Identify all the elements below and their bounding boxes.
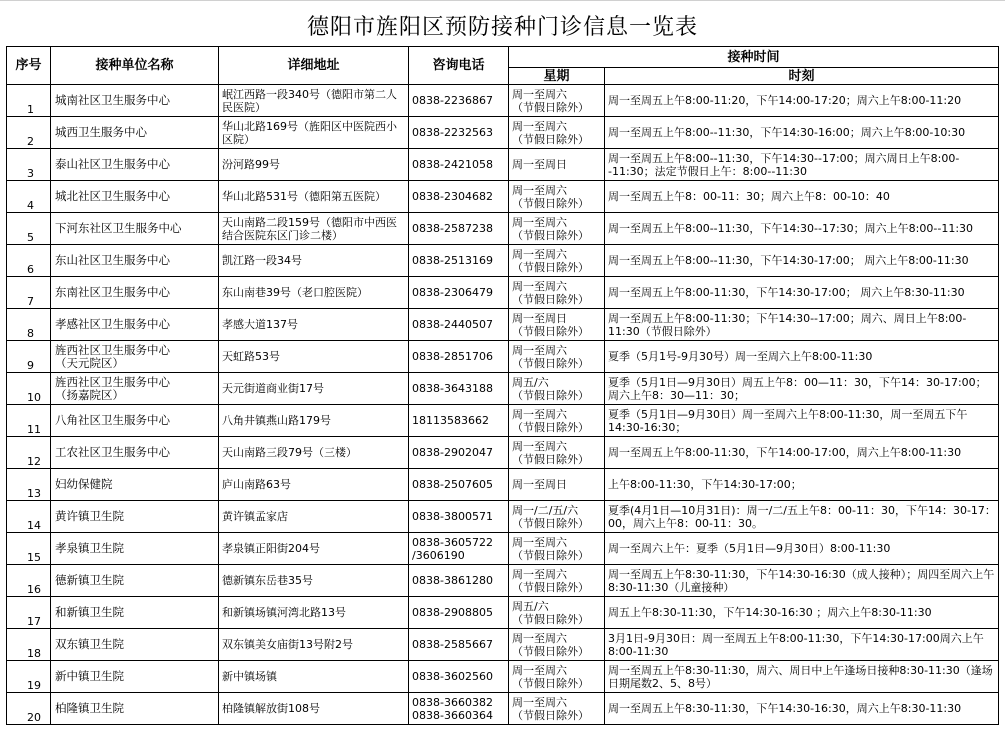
row-address-cell: 天山南路三段79号（三楼） xyxy=(219,437,409,469)
row-unit-cell: 柏隆镇卫生院 xyxy=(51,693,219,725)
row-phone-cell: 0838-2585667 xyxy=(409,629,509,661)
header-address: 详细地址 xyxy=(219,47,409,85)
row-time-cell: 周一至周五上午8:00-11:20，下午14:00-17:20；周六上午8:00-11:20 xyxy=(605,85,999,117)
row-seq-cell: 9 xyxy=(7,341,51,373)
row-seq-cell: 4 xyxy=(7,181,51,213)
row-address-cell: 华山北路531号（德阳第五医院） xyxy=(219,181,409,213)
header-unit: 接种单位名称 xyxy=(51,47,219,85)
table-row xyxy=(7,309,999,341)
row-week-cell: 周一至周日 xyxy=(509,469,605,501)
row-time-cell: 周一至周五上午8:00--11:30，下午14:30--17:30；周六上午8:00--11:30 xyxy=(605,213,999,245)
row-phone-cell: 0838-2908805 xyxy=(409,597,509,629)
table-row xyxy=(7,565,999,597)
row-phone-cell: 0838-3643188 xyxy=(409,373,509,405)
row-phone-cell: 0838-2421058 xyxy=(409,149,509,181)
header-seq: 序号 xyxy=(7,47,51,85)
row-address-cell: 庐山南路63号 xyxy=(219,469,409,501)
table-row xyxy=(7,661,999,693)
row-week-cell: 周一/二/五/六 （节假日除外） xyxy=(509,501,605,533)
row-seq-cell: 16 xyxy=(7,565,51,597)
table-row xyxy=(7,437,999,469)
row-unit-cell: 孝泉镇卫生院 xyxy=(51,533,219,565)
table-row xyxy=(7,85,999,117)
row-unit-cell: 东山社区卫生服务中心 xyxy=(51,245,219,277)
row-seq-cell: 1 xyxy=(7,85,51,117)
row-time-cell: 夏季（5月1日—9月30日）周一至周六上午8:00-11:30，周一至周五下午14:30-16:30； xyxy=(605,405,999,437)
table-row xyxy=(7,629,999,661)
header-row-1 xyxy=(7,47,999,68)
row-seq-cell: 13 xyxy=(7,469,51,501)
row-phone-cell: 0838-2236867 xyxy=(409,85,509,117)
row-seq-cell: 12 xyxy=(7,437,51,469)
row-seq-cell: 6 xyxy=(7,245,51,277)
row-phone-cell: 0838-2440507 xyxy=(409,309,509,341)
row-week-cell: 周一至周六 （节假日除外） xyxy=(509,213,605,245)
row-unit-cell: 双东镇卫生院 xyxy=(51,629,219,661)
row-seq-cell: 18 xyxy=(7,629,51,661)
row-seq-cell: 20 xyxy=(7,693,51,725)
row-address-cell: 双东镇美女庙街13号附2号 xyxy=(219,629,409,661)
row-address-cell: 凯江路一段34号 xyxy=(219,245,409,277)
row-week-cell: 周一至周六 （节假日除外） xyxy=(509,437,605,469)
row-unit-cell: 八角社区卫生服务中心 xyxy=(51,405,219,437)
row-unit-cell: 孝感社区卫生服务中心 xyxy=(51,309,219,341)
table-row xyxy=(7,341,999,373)
row-address-cell: 岷江西路一段340号（德阳市第二人民医院） xyxy=(219,85,409,117)
row-seq-cell: 7 xyxy=(7,277,51,309)
top-gridline xyxy=(0,0,1005,1)
row-week-cell: 周一至周六 （节假日除外） xyxy=(509,341,605,373)
row-time-cell: 周一至周五上午8:00--11:30，下午14:30--17:00；周六周日上午8:00--11:30；法定节假日上午：8:00--11:30 xyxy=(605,149,999,181)
row-seq-cell: 15 xyxy=(7,533,51,565)
row-address-cell: 孝感大道137号 xyxy=(219,309,409,341)
row-seq-cell: 17 xyxy=(7,597,51,629)
row-unit-cell: 工农社区卫生服务中心 xyxy=(51,437,219,469)
row-unit-cell: 新中镇卫生院 xyxy=(51,661,219,693)
row-phone-cell: 18113583662 xyxy=(409,405,509,437)
table-row xyxy=(7,501,999,533)
row-unit-cell: 德新镇卫生院 xyxy=(51,565,219,597)
row-phone-cell: 0838-3660382 0838-3660364 xyxy=(409,693,509,725)
table-row xyxy=(7,373,999,405)
row-unit-cell: 旌西社区卫生服务中心 （扬嘉院区） xyxy=(51,373,219,405)
row-phone-cell: 0838-2902047 xyxy=(409,437,509,469)
row-phone-cell: 0838-2232563 xyxy=(409,117,509,149)
header-phone: 咨询电话 xyxy=(409,47,509,85)
table-body xyxy=(7,85,999,725)
header-week: 星期 xyxy=(509,68,605,85)
row-phone-cell: 0838-3602560 xyxy=(409,661,509,693)
row-phone-cell: 0838-2306479 xyxy=(409,277,509,309)
row-time-cell: 周一至周五上午8:30-11:30，周六、周日中上午逢场日接种8:30-11:30（逢场日期尾数2、5、8号） xyxy=(605,661,999,693)
row-phone-cell: 0838-2513169 xyxy=(409,245,509,277)
row-seq-cell: 8 xyxy=(7,309,51,341)
row-time-cell: 周一至周五上午8：00-11：30；周六上午8：00-10：40 xyxy=(605,181,999,213)
row-week-cell: 周一至周六 （节假日除外） xyxy=(509,629,605,661)
row-address-cell: 和新镇场镇河湾北路13号 xyxy=(219,597,409,629)
row-phone-cell: 0838-2587238 xyxy=(409,213,509,245)
table-row xyxy=(7,117,999,149)
row-unit-cell: 妇幼保健院 xyxy=(51,469,219,501)
row-week-cell: 周一至周六 （节假日除外） xyxy=(509,277,605,309)
row-time-cell: 3月1日-9月30日：周一至周五上午8:00-11:30，下午14:30-17:00周六上午8:00-11:30 xyxy=(605,629,999,661)
row-time-cell: 周五上午8:30-11:30，下午14:30-16:30 ；周六上午8:30-11:30 xyxy=(605,597,999,629)
table-row xyxy=(7,245,999,277)
row-week-cell: 周一至周六 （节假日除外） xyxy=(509,181,605,213)
row-seq-cell: 3 xyxy=(7,149,51,181)
row-unit-cell: 城南社区卫生服务中心 xyxy=(51,85,219,117)
row-address-cell: 柏隆镇解放街108号 xyxy=(219,693,409,725)
row-phone-cell: 0838-3605722 /3606190 xyxy=(409,533,509,565)
row-unit-cell: 东南社区卫生服务中心 xyxy=(51,277,219,309)
table-row xyxy=(7,469,999,501)
row-week-cell: 周一至周日 （节假日除外） xyxy=(509,309,605,341)
row-unit-cell: 黄许镇卫生院 xyxy=(51,501,219,533)
row-seq-cell: 10 xyxy=(7,373,51,405)
row-week-cell: 周一至周六 （节假日除外） xyxy=(509,85,605,117)
row-phone-cell: 0838-3800571 xyxy=(409,501,509,533)
row-week-cell: 周一至周六 （节假日除外） xyxy=(509,565,605,597)
row-address-cell: 汾河路99号 xyxy=(219,149,409,181)
table-row xyxy=(7,693,999,725)
row-phone-cell: 0838-2304682 xyxy=(409,181,509,213)
row-unit-cell: 旌西社区卫生服务中心 （天元院区） xyxy=(51,341,219,373)
row-unit-cell: 和新镇卫生院 xyxy=(51,597,219,629)
row-seq-cell: 2 xyxy=(7,117,51,149)
row-week-cell: 周五/六 （节假日除外） xyxy=(509,373,605,405)
table-row xyxy=(7,277,999,309)
row-time-cell: 夏季(4月1日—10月31日)：周一/二/五上午8：00-11：30，下午14：30-17：00，周六上午8：00-11：30。 xyxy=(605,501,999,533)
row-time-cell: 周一至周五上午8:00-11:30，下午14:00-17:00，周六上午8:00-11:30 xyxy=(605,437,999,469)
row-week-cell: 周一至周六 （节假日除外） xyxy=(509,117,605,149)
row-time-cell: 周一至周五上午8:00--11:30，下午14:30-17:00； 周六上午8:00-11:30 xyxy=(605,245,999,277)
row-week-cell: 周一至周六 （节假日除外） xyxy=(509,693,605,725)
row-unit-cell: 城北社区卫生服务中心 xyxy=(51,181,219,213)
row-unit-cell: 城西卫生服务中心 xyxy=(51,117,219,149)
row-seq-cell: 5 xyxy=(7,213,51,245)
row-seq-cell: 11 xyxy=(7,405,51,437)
table-row xyxy=(7,597,999,629)
page-title: 德阳市旌阳区预防接种门诊信息一览表 xyxy=(306,15,698,40)
row-address-cell: 华山北路169号（旌阳区中医院西小区院） xyxy=(219,117,409,149)
row-time-cell: 夏季（5月1号-9月30号）周一至周六上午8:00-11:30 xyxy=(605,341,999,373)
row-time-cell: 周一至周五上午8:30-11:30，下午14:30-16:30（成人接种）；周四至周六上午8:30-11:30（儿童接种） xyxy=(605,565,999,597)
row-address-cell: 孝泉镇正阳街204号 xyxy=(219,533,409,565)
row-time-cell: 周一至周五上午8:00--11:30，下午14:30-16:00；周六上午8:00-10:30 xyxy=(605,117,999,149)
row-week-cell: 周一至周六 （节假日除外） xyxy=(509,245,605,277)
row-address-cell: 黄许镇孟家店 xyxy=(219,501,409,533)
row-time-cell: 夏季（5月1日—9月30日）周五上午8：00—11：30，下午14：30-17:00；周六上午8：30—11：30； xyxy=(605,373,999,405)
table-row xyxy=(7,181,999,213)
clinic-table xyxy=(6,46,999,725)
table-row xyxy=(7,533,999,565)
row-address-cell: 德新镇东岳巷35号 xyxy=(219,565,409,597)
row-address-cell: 天山南路二段159号（德阳市中西医结合医院东区门诊二楼） xyxy=(219,213,409,245)
row-seq-cell: 19 xyxy=(7,661,51,693)
row-week-cell: 周一至周六 （节假日除外） xyxy=(509,405,605,437)
row-address-cell: 天元街道商业街17号 xyxy=(219,373,409,405)
row-address-cell: 八角井镇燕山路179号 xyxy=(219,405,409,437)
row-time-cell: 上午8:00-11:30，下午14:30-17:00； xyxy=(605,469,999,501)
row-time-cell: 周一至周六上午：夏季（5月1日—9月30日）8:00-11:30 xyxy=(605,533,999,565)
row-phone-cell: 0838-2851706 xyxy=(409,341,509,373)
row-time-cell: 周一至周五上午8:00-11:30，下午14:30-17:00； 周六上午8:30-11:30 xyxy=(605,277,999,309)
row-time-cell: 周一至周五上午8:30-11:30，下午14:30-16:30，周六上午8:30-11:30 xyxy=(605,693,999,725)
header-time: 时刻 xyxy=(605,68,999,85)
row-seq-cell: 14 xyxy=(7,501,51,533)
row-unit-cell: 下河东社区卫生服务中心 xyxy=(51,213,219,245)
row-address-cell: 东山南巷39号（老口腔医院） xyxy=(219,277,409,309)
row-unit-cell: 泰山社区卫生服务中心 xyxy=(51,149,219,181)
table-row xyxy=(7,213,999,245)
row-address-cell: 新中镇场镇 xyxy=(219,661,409,693)
row-week-cell: 周五/六 （节假日除外） xyxy=(509,597,605,629)
table-row xyxy=(7,405,999,437)
row-week-cell: 周一至周六 （节假日除外） xyxy=(509,661,605,693)
header-schedule: 接种时间 xyxy=(509,47,999,68)
row-address-cell: 天虹路53号 xyxy=(219,341,409,373)
row-time-cell: 周一至周五上午8:00-11:30；下午14:30--17:00；周六、周日上午8:00-11:30（节假日除外） xyxy=(605,309,999,341)
row-week-cell: 周一至周日 xyxy=(509,149,605,181)
row-phone-cell: 0838-3861280 xyxy=(409,565,509,597)
row-phone-cell: 0838-2507605 xyxy=(409,469,509,501)
row-week-cell: 周一至周六 （节假日除外） xyxy=(509,533,605,565)
table-row xyxy=(7,149,999,181)
